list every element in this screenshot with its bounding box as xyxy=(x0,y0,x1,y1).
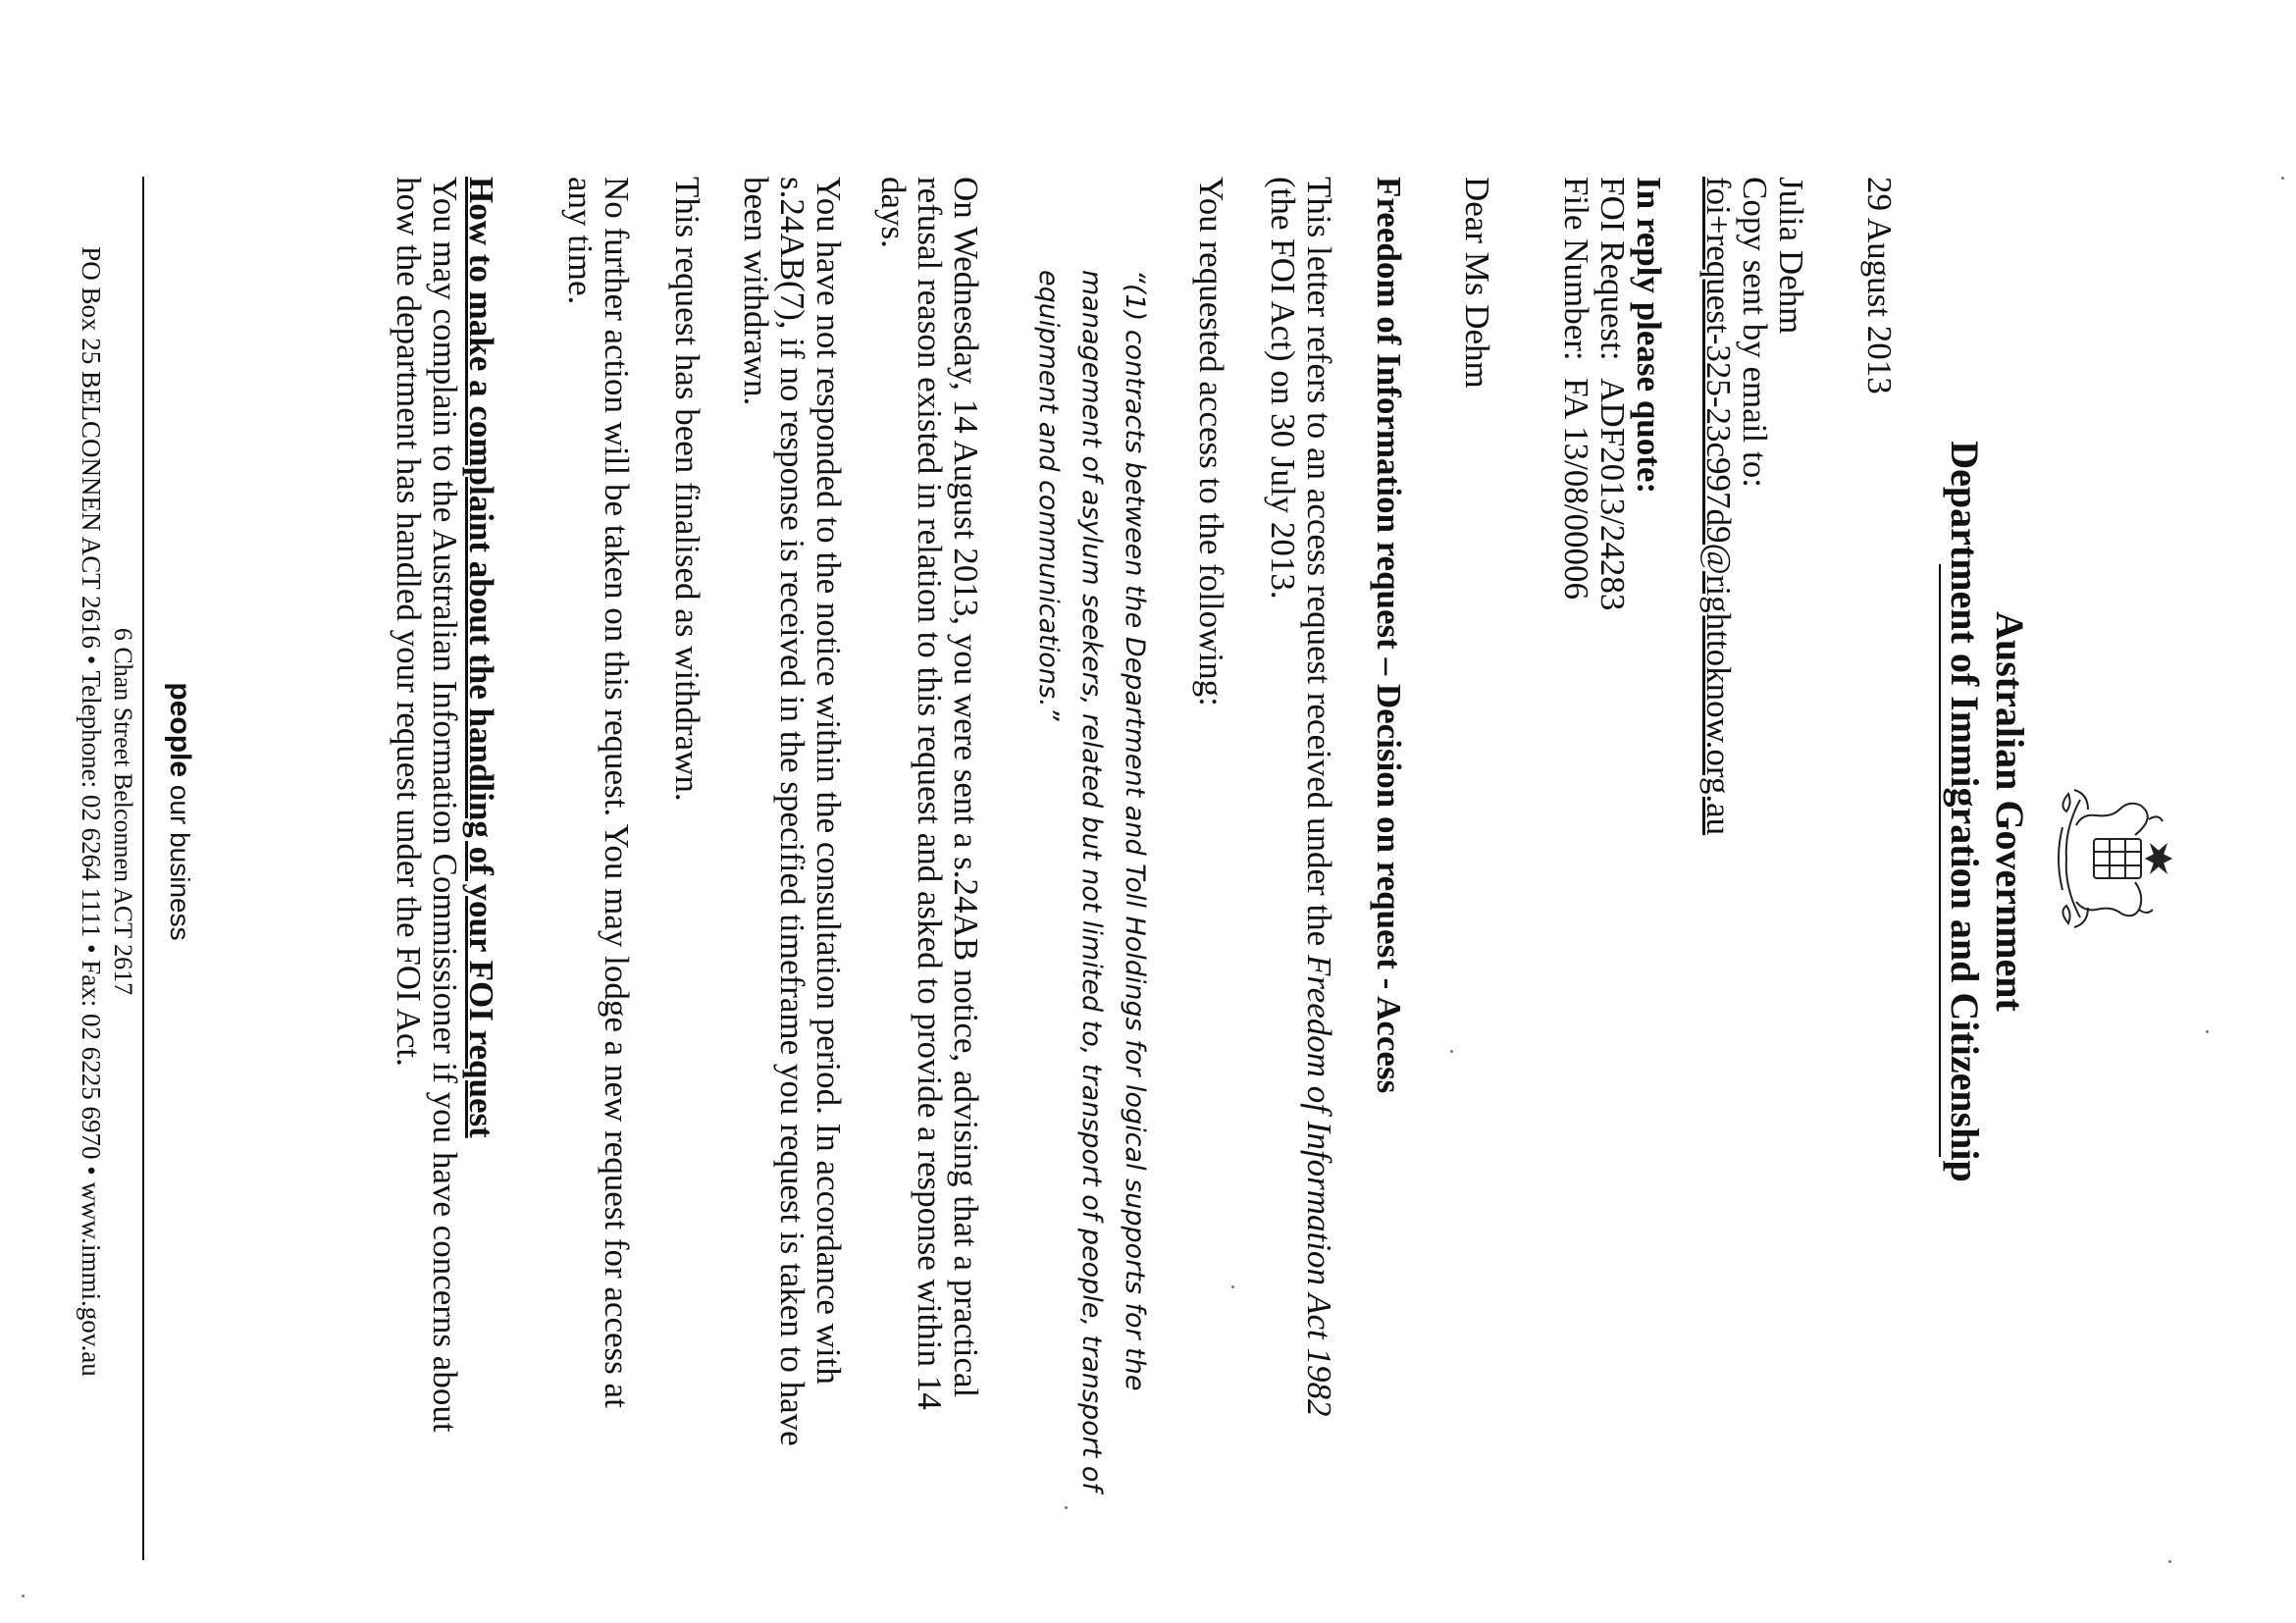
body-paragraph-1-line-2: (the FOI Act) on 30 July 2013. xyxy=(1264,177,1302,600)
scan-speck xyxy=(2206,1030,2209,1033)
complaint-heading: How to make a complaint about the handling of your FOI request xyxy=(462,177,500,1138)
header-divider xyxy=(1939,564,1941,1157)
footer-divider xyxy=(142,177,144,1560)
copy-sent-label: Copy sent by email to: xyxy=(1736,177,1774,488)
quoted-request-line-2: management of asylum seekers, related but not limited to, transport of people, transport of xyxy=(1076,270,1107,1492)
foi-request-label: FOI Request: xyxy=(1593,177,1632,361)
footer-tagline xyxy=(163,0,196,1623)
letter-date: 29 August 2013 xyxy=(1860,177,1899,394)
scan-speck xyxy=(2281,177,2284,180)
body-paragraph-3-line-1: On Wednesday, 14 August 2013, you were sent a s.24AB notice, advising that a practical xyxy=(947,177,985,1398)
file-number-value: FA 13/08/00006 xyxy=(1557,378,1595,601)
header-department: Department of Immigration and Citizenship xyxy=(1943,441,1987,1182)
quoted-request-line-3: equipment and communications.” xyxy=(1033,270,1064,721)
scan-speck xyxy=(2168,1560,2171,1563)
file-number-label: File Number: xyxy=(1557,177,1595,361)
scan-speck xyxy=(1065,1506,1068,1509)
reference-heading: In reply please quote: xyxy=(1630,177,1668,495)
file-number-reference xyxy=(1556,177,1595,600)
body-paragraph-4-line-3: been withdrawn. xyxy=(737,177,775,406)
body-paragraph-1-text: This letter refers to an access request received under the xyxy=(1300,177,1338,955)
body-paragraph-5: This request has been finalised as withdrawn. xyxy=(668,177,706,802)
foi-request-number: ADF2013/24283 xyxy=(1593,378,1632,611)
recipient-email-link[interactable]: foi+request-325-23c997d9@righttoknow.org.au xyxy=(1699,177,1738,836)
complaint-line-2: how the department has handled your request under the FOI Act. xyxy=(390,177,428,1067)
tagline-rest: our business xyxy=(165,777,195,941)
body-paragraph-2: You requested access to the following: xyxy=(1192,177,1230,707)
header-government: Australian Government xyxy=(1988,611,2032,1012)
letter-subject: Freedom of Information request – Decision on request - Access xyxy=(1370,177,1408,1094)
coat-of-arms-logo xyxy=(2041,780,2178,937)
scan-speck xyxy=(22,1595,25,1597)
foi-request-reference xyxy=(1592,177,1632,610)
body-paragraph-1-line-1 xyxy=(1299,177,1338,1416)
body-paragraph-3-line-2: refusal reason existed in relation to this request and asked to provide a response within 14 xyxy=(911,177,949,1410)
salutation: Dear Ms Dehm xyxy=(1458,177,1496,389)
recipient-name: Julia Dehm xyxy=(1772,177,1810,335)
footer-address: 6 Chan Street Belconnen ACT 2617 xyxy=(109,627,137,996)
scan-speck xyxy=(1450,1050,1453,1053)
quoted-request-line-1: “(1) contracts between the Department and Toll Holdings for logical supports for the xyxy=(1120,270,1150,1391)
body-paragraph-6-line-2: any time. xyxy=(561,177,600,305)
body-paragraph-4-line-1: You have not responded to the notice within the consultation period. In accordance with xyxy=(809,177,848,1385)
complaint-line-1: You may complain to the Australian Information Commissioner if you have concerns about xyxy=(426,177,464,1433)
body-paragraph-4-line-2: s.24AB(7), if no response is received in the specified timeframe you request is taken to have xyxy=(773,177,811,1446)
body-paragraph-3-line-3: days. xyxy=(874,177,913,248)
footer-contact: PO Box 25 BELCONNEN ACT 2616 • Telephone: 02 6264 1111 • Fax: 02 6225 6970 • www.immi.gov.au xyxy=(77,246,106,1377)
foi-act-title: Freedom of Information Act 1982 xyxy=(1300,954,1338,1417)
scan-speck xyxy=(1231,1285,1234,1288)
body-paragraph-6-line-1: No further action will be taken on this request. You may lodge a new request for access at xyxy=(598,177,636,1408)
tagline-people: people xyxy=(164,682,196,778)
